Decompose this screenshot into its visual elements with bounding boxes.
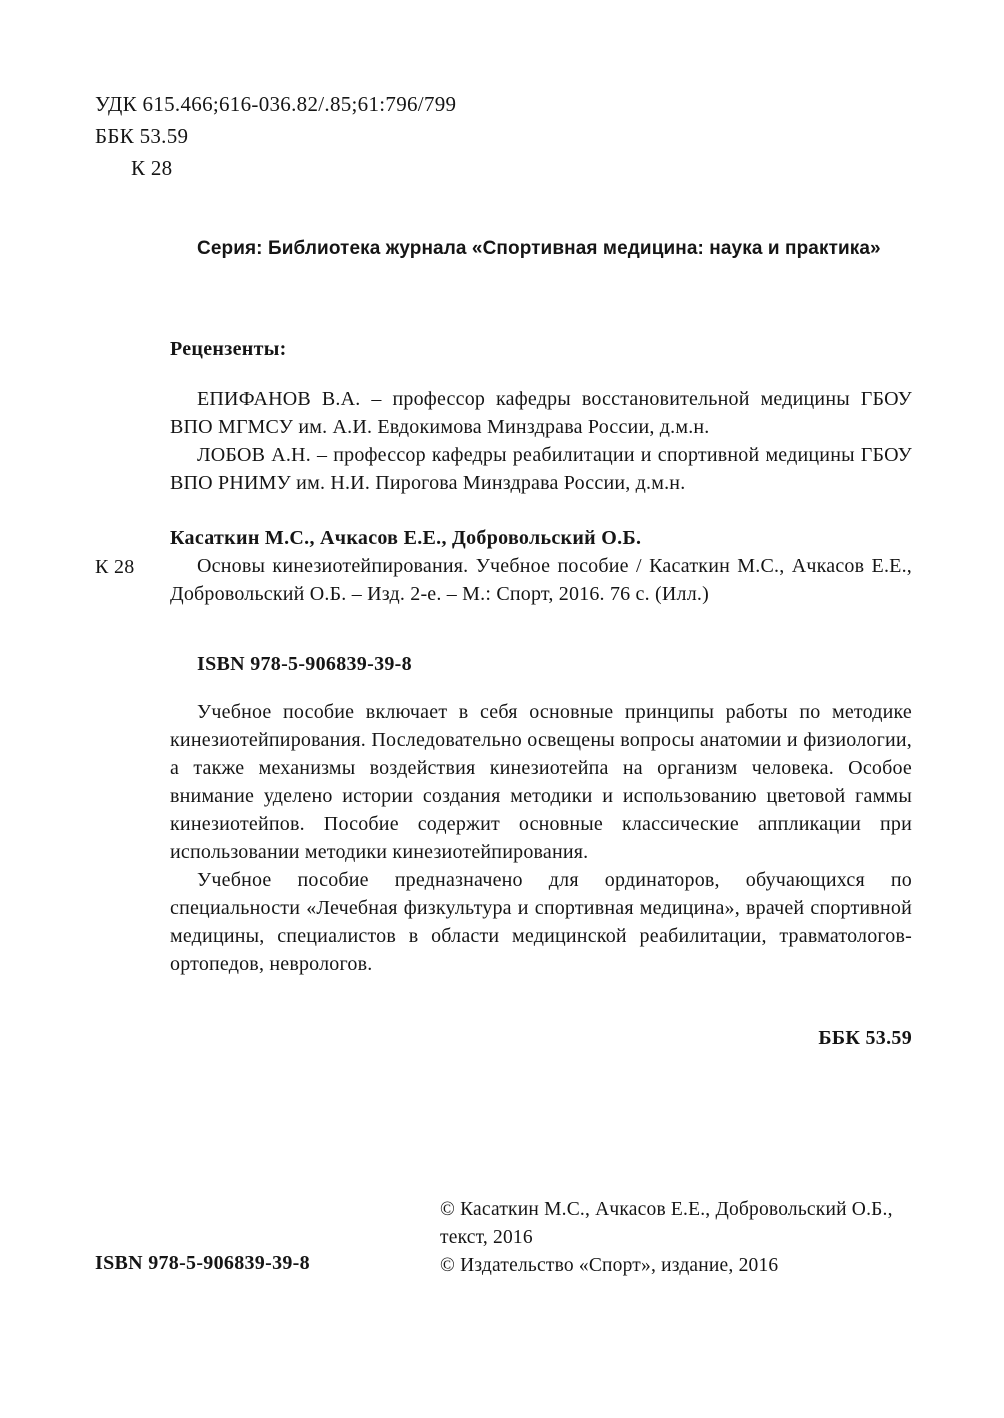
reviewers-block bbox=[170, 385, 912, 497]
reviewer-item: ЛОБОВ А.Н. – профессор кафедры реабилитации и спортивной медицины ГБОУ ВПО РНИМУ им. Н.И. Пирогова Минздрава России, д.м.н. bbox=[170, 444, 912, 494]
catalog-entry: Основы кинезиотейпирования. Учебное пособие / Касаткин М.С., Ачкасов Е.Е., Добровольский О.Б. – Изд. 2-е. – М.: Спорт, 2016. 76 с. (Илл.) bbox=[170, 555, 912, 605]
reviewer-item: ЕПИФАНОВ В.А. – профессор кафедры восстановительной медицины ГБОУ ВПО МГМСУ им. А.И. Евдокимова Минздрава России, д.м.н. bbox=[170, 388, 912, 438]
bibliographic-codes-block bbox=[95, 88, 456, 184]
bbk-code: ББК 53.59 bbox=[95, 124, 189, 148]
reviewers-heading: Рецензенты: bbox=[170, 338, 287, 360]
series-line: Серия: Библиотека журнала «Спортивная медицина: наука и практика» bbox=[197, 238, 881, 259]
copyright-line: © Касаткин М.С., Ачкасов Е.Е., Добровольский О.Б., bbox=[440, 1199, 893, 1220]
catalog-code-margin: К 28 bbox=[95, 556, 135, 578]
catalog-entry-block bbox=[170, 552, 912, 608]
catalog-code-top: К 28 bbox=[131, 156, 173, 180]
bbk-right: ББК 53.59 bbox=[818, 1027, 912, 1049]
copyright-block bbox=[440, 1196, 960, 1280]
annotation-paragraph: Учебное пособие предназначено для ординаторов, обучающихся по специальности «Лечебная физкультура и спортивная медицина», врачей спортивной медицины, специалистов в области медицинской реабилитации, травматологов-ортопедов, неврологов. bbox=[170, 869, 912, 975]
copyright-line: © Издательство «Спорт», издание, 2016 bbox=[440, 1255, 779, 1276]
udk-code: УДК 615.466;616-036.82/.85;61:796/799 bbox=[95, 92, 457, 116]
catalog-authors: Касаткин М.С., Ачкасов Е.Е., Добровольский О.Б. bbox=[170, 527, 642, 549]
annotation-paragraph: Учебное пособие включает в себя основные принципы работы по методике кинезиотейпирования. Последовательно освещены вопросы анатомии и физиологии, а также механизмы воздействия кинезиотейпа на организм человека. Особое внимание уделено истории создания методики и использованию цветовой гаммы кинезиотейпов. Пособие содержит основные классические аппликации при использовании методики кинезиотейпирования. bbox=[170, 701, 912, 863]
isbn-bottom: ISBN 978-5-906839-39-8 bbox=[95, 1252, 310, 1274]
isbn-upper: ISBN 978-5-906839-39-8 bbox=[197, 653, 412, 675]
copyright-line: текст, 2016 bbox=[440, 1227, 533, 1248]
annotation-block bbox=[170, 698, 912, 978]
